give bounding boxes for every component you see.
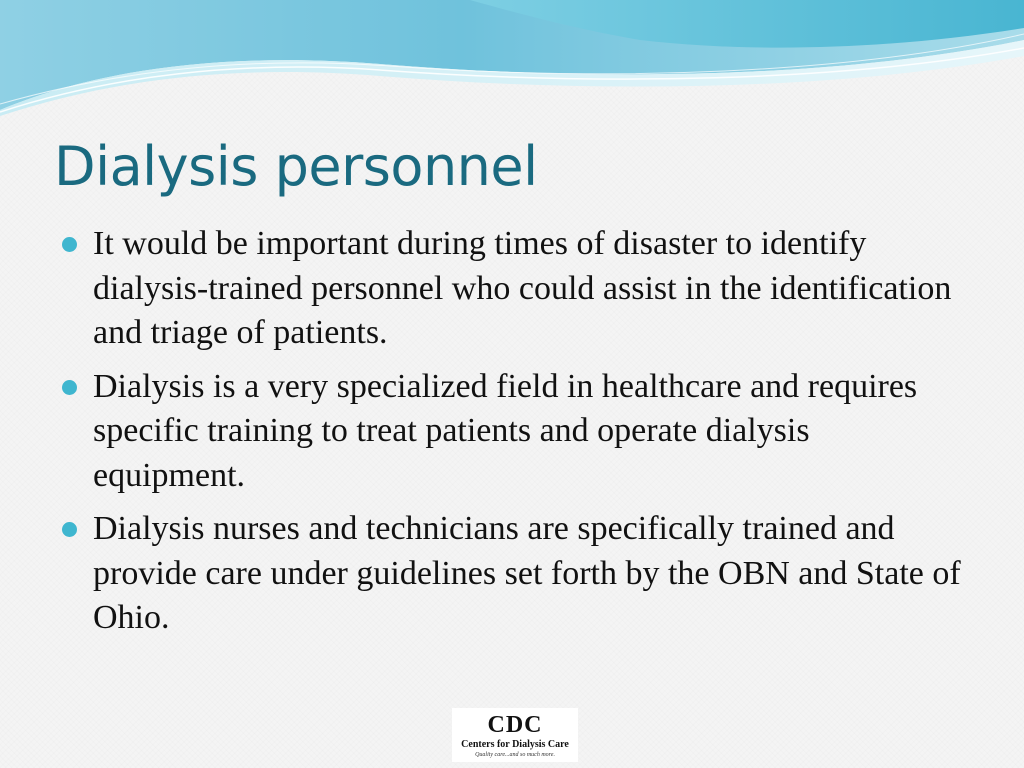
- slide-title: Dialysis personnel: [54, 135, 538, 198]
- bullet-dot-icon: [62, 237, 77, 252]
- bullet-text: Dialysis nurses and technicians are specifically trained and provide care under guidelines set forth by the OBN and State of Ohio.: [93, 510, 961, 636]
- logo-tagline: Quality care...and so much more.: [475, 752, 555, 758]
- bullet-list: [62, 222, 962, 650]
- header-wave-decoration: [0, 0, 1024, 120]
- bullet-dot-icon: [62, 522, 77, 537]
- logo-subtitle: Centers for Dialysis Care: [461, 739, 569, 750]
- cdc-logo: [452, 708, 578, 762]
- bullet-text: It would be important during times of disaster to identify dialysis-trained personnel who could assist in the identification and triage of patients.: [93, 225, 952, 351]
- bullet-item: [62, 365, 962, 499]
- bullet-dot-icon: [62, 380, 77, 395]
- bullet-item: [62, 507, 962, 641]
- logo-main-text: CDC: [487, 712, 543, 738]
- bullet-item: [62, 222, 962, 356]
- bullet-text: Dialysis is a very specialized field in healthcare and requires specific training to treat patients and operate dialysis equipment.: [93, 367, 918, 494]
